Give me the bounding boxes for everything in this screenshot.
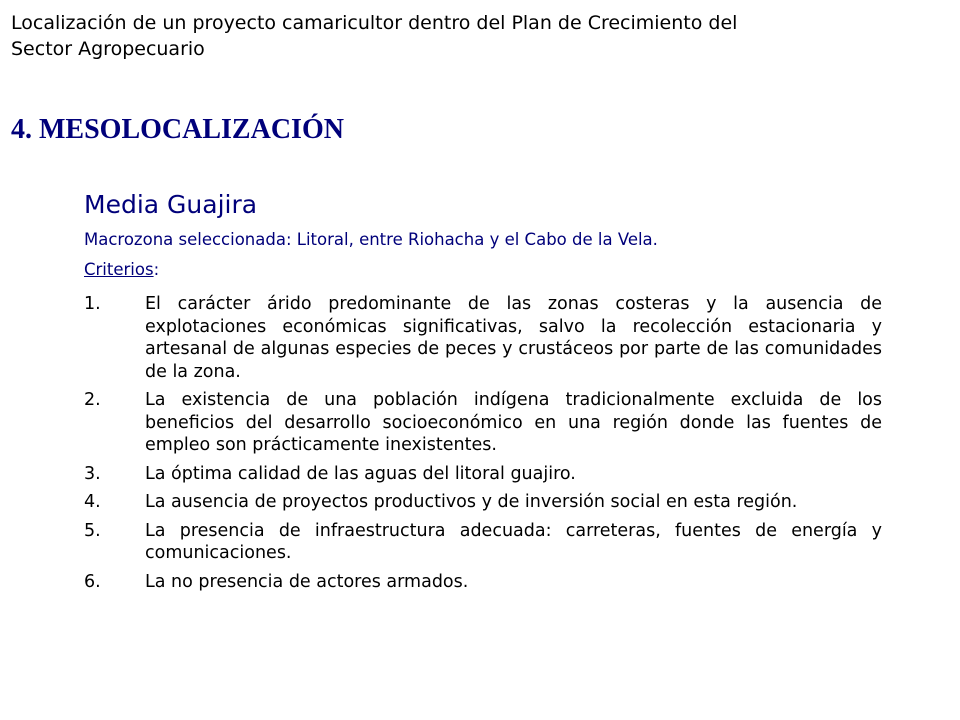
list-item-text: La existencia de una población indígena tradicionalmente excluida de los beneficios del desarrollo socioeconómico en una región donde las fuentes de empleo son prácticamente inexistentes. [145,390,882,455]
list-item-text: La no presencia de actores armados. [145,571,469,592]
list-item-text: El carácter árido predominante de las zonas costeras y la ausencia de explotaciones económicas significativas, salvo la recolección estacionaria y artesanal de algunas especies de peces y crustáceos por parte de las comunidades de la zona. [145,294,882,382]
criteria-list [84,293,882,599]
criterios-label: Criterios [84,260,154,279]
list-item-number: 5. [84,520,101,541]
section-title: 4. MESOLOCALIZACIÓN [11,114,344,145]
list-item [84,293,882,383]
list-item-number: 6. [84,571,101,592]
list-item-text: La ausencia de proyectos productivos y de inversión social en esta región. [145,492,798,512]
list-item [84,491,882,514]
list-item-number: 3. [84,463,101,484]
document-header [11,10,911,62]
list-item-number: 4. [84,492,101,512]
criterios-colon: : [153,260,160,279]
list-item [84,389,882,457]
list-item [84,571,882,594]
list-item [84,463,882,486]
macrozona-text: Macrozona seleccionada: Litoral, entre Riohacha y el Cabo de la Vela. [84,230,658,249]
list-item [84,520,882,565]
list-item-text: La presencia de infraestructura adecuada: carreteras, fuentes de energía y comunicaciones. [145,520,882,563]
list-item-number: 1. [84,294,101,314]
list-item-text: La óptima calidad de las aguas del litoral guajiro. [145,463,576,484]
header-line-1: Localización de un proyecto camaricultor dentro del Plan de Crecimiento del [11,12,738,34]
list-item-number: 2. [84,390,101,410]
header-line-2: Sector Agropecuario [11,38,205,60]
region-subtitle: Media Guajira [84,190,258,219]
criterios-heading [84,259,159,281]
